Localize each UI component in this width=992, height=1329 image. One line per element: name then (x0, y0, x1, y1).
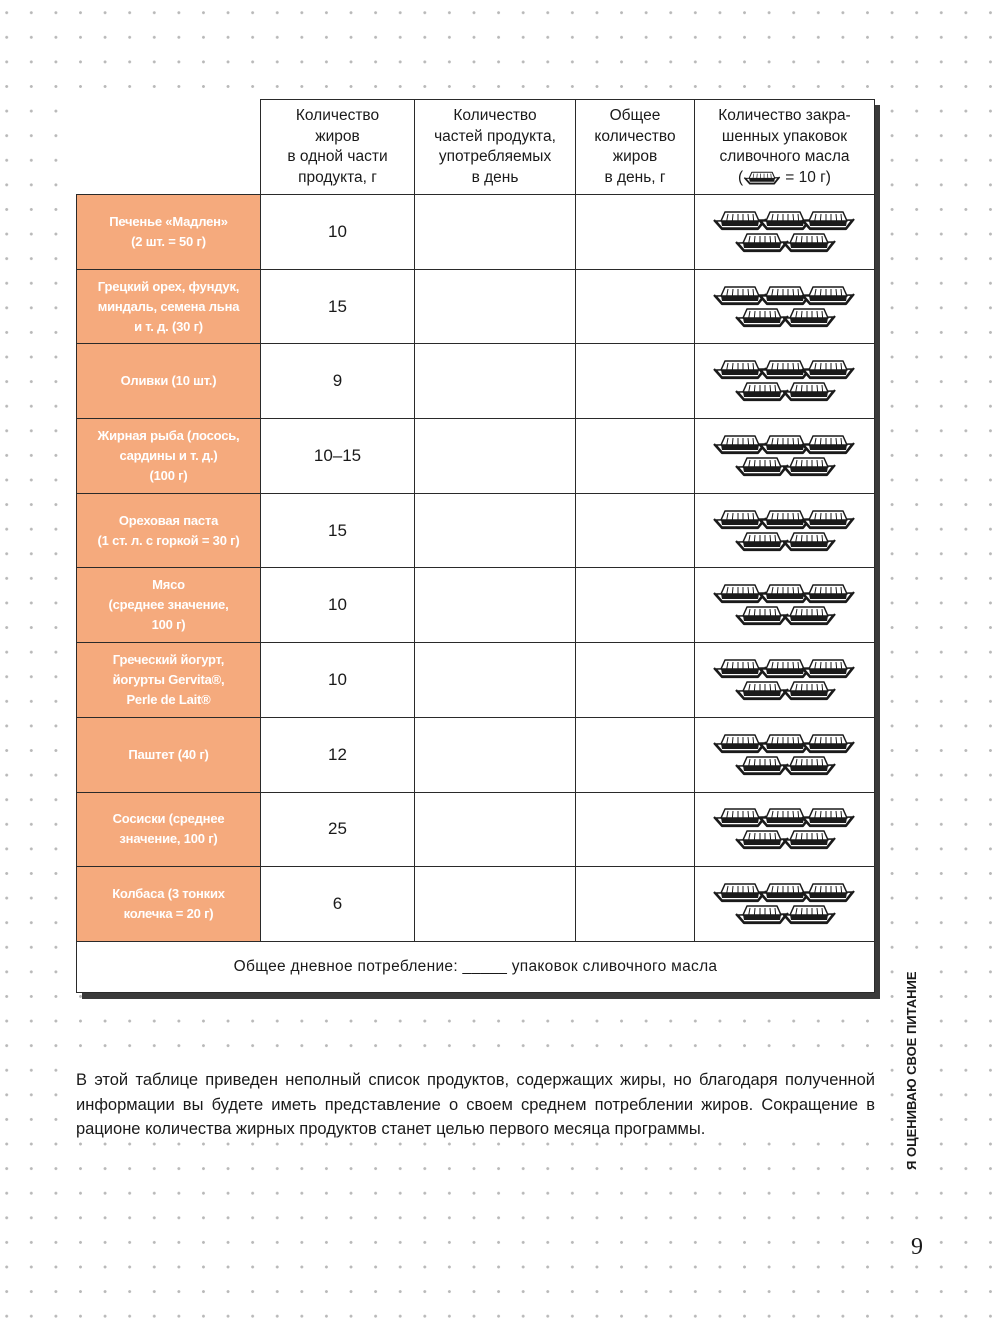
fat-per-portion-cell: 10 (261, 568, 415, 643)
fat-per-portion-cell: 6 (261, 867, 415, 942)
header-line: жиров (315, 127, 360, 145)
butter-packs-group (712, 878, 858, 930)
product-name-line: Оливки (10 шт.) (120, 373, 217, 389)
butter-pack-icon[interactable] (714, 735, 766, 752)
fat-per-portion-cell: 10–15 (261, 419, 415, 494)
product-name-line: сардины и т. д.) (119, 447, 218, 463)
butter-packs-group (712, 430, 858, 482)
product-name-cell (77, 867, 261, 942)
portions-per-day-cell[interactable] (415, 643, 576, 718)
butter-pack-icon[interactable] (714, 585, 766, 602)
product-name-line: 100 г) (151, 617, 186, 633)
product-name-cell (77, 269, 261, 344)
header-line: Количество (453, 107, 537, 124)
header-line: Количество (295, 107, 380, 124)
portions-per-day-cell[interactable] (415, 792, 576, 867)
product-name-line: (2 шт. = 50 г) (131, 233, 206, 249)
table-row (77, 643, 875, 718)
butter-packs-group (712, 579, 858, 631)
legend-value: = 10 г) (785, 168, 831, 186)
total-fat-cell[interactable] (576, 344, 695, 419)
total-daily-intake: Общее дневное потребление: _____ упаковок сливочного масла (77, 942, 875, 993)
portions-per-day-cell[interactable] (415, 344, 576, 419)
table-row (77, 195, 875, 270)
total-fat-cell[interactable] (576, 419, 695, 494)
butter-packs-cell (695, 493, 875, 568)
product-name-line: Perle de Lait® (126, 691, 211, 707)
butter-pack-icon[interactable] (802, 361, 854, 378)
butter-packs-group (712, 355, 858, 407)
header-line: частей продукта, (434, 127, 556, 145)
butter-packs-cell (695, 568, 875, 643)
product-name-line: Колбаса (3 тонких (112, 886, 225, 902)
section-side-label: Я ОЦЕНИВАЮ СВОЕ ПИТАНИЕ (904, 971, 919, 1170)
product-name-line: (100 г) (149, 467, 188, 483)
butter-pack-icon[interactable] (736, 831, 788, 848)
butter-pack-icon[interactable] (736, 458, 788, 475)
butter-pack-icon (743, 168, 781, 186)
butter-packs-group (712, 206, 858, 258)
header-line: количество (594, 127, 676, 145)
page-number: 9 (911, 1234, 923, 1260)
total-fat-cell[interactable] (576, 568, 695, 643)
table-row (77, 419, 875, 494)
product-name-cell (77, 717, 261, 792)
butter-packs-group (712, 281, 858, 333)
butter-pack-icon[interactable] (714, 436, 766, 453)
portions-per-day-cell[interactable] (415, 867, 576, 942)
butter-pack-icon[interactable] (714, 212, 766, 229)
header-line: Количество закра- (718, 107, 851, 124)
butter-pack-icon[interactable] (736, 234, 788, 251)
table-row (77, 344, 875, 419)
fat-per-portion-cell: 12 (261, 717, 415, 792)
total-fat-cell[interactable] (576, 792, 695, 867)
butter-packs-group (712, 803, 858, 855)
product-name-line: (1 ст. л. с горкой = 30 г) (97, 532, 240, 548)
butter-pack-icon[interactable] (714, 660, 766, 677)
portions-per-day-cell[interactable] (415, 269, 576, 344)
butter-packs-group (712, 654, 858, 706)
butter-pack-icon[interactable] (802, 436, 854, 453)
product-name-line: Печенье «Мадлен» (109, 213, 228, 229)
butter-pack-icon[interactable] (714, 361, 766, 378)
butter-pack-icon[interactable] (802, 735, 854, 752)
product-name-cell (77, 419, 261, 494)
butter-pack-icon[interactable] (736, 682, 788, 699)
butter-pack-icon[interactable] (783, 533, 835, 550)
product-name-line: миндаль, семена льна (97, 298, 240, 314)
butter-packs-cell (695, 344, 875, 419)
header-line: в день, г (604, 168, 666, 186)
header-fat-per-portion (261, 100, 415, 195)
table-row (77, 867, 875, 942)
butter-pack-icon[interactable] (783, 906, 835, 923)
table-row (77, 269, 875, 344)
product-name-cell (77, 643, 261, 718)
explanation-paragraph: В этой таблице приведен неполный список продуктов, содержащих жиры, но благодаря полученной информации вы будете иметь представление о своем среднем потреблении жиров. Сокращение в рационе количества жирных продуктов станет целью первого месяца программы. (76, 1068, 875, 1142)
butter-packs-cell (695, 643, 875, 718)
product-name-line: колечка = 20 г) (123, 906, 214, 922)
butter-pack-icon[interactable] (783, 234, 835, 251)
fat-per-portion-cell: 10 (261, 195, 415, 270)
butter-pack-icon[interactable] (802, 511, 854, 528)
product-name-line: Греческий йогурт, (112, 651, 225, 667)
butter-pack-icon[interactable] (783, 458, 835, 475)
header-portions-per-day (415, 100, 576, 195)
butter-pack-icon[interactable] (802, 585, 854, 602)
portions-per-day-cell[interactable] (415, 568, 576, 643)
header-line: жиров (612, 148, 658, 165)
butter-pack-icon[interactable] (802, 287, 854, 304)
product-name-cell (77, 195, 261, 270)
table-row (77, 568, 875, 643)
butter-packs-cell (695, 717, 875, 792)
fat-per-portion-cell: 25 (261, 792, 415, 867)
table-row (77, 792, 875, 867)
product-name-line: Сосиски (среднее (112, 811, 225, 827)
butter-pack-icon[interactable] (736, 383, 788, 400)
header-line: употребляемых (438, 148, 552, 165)
header-total-per-day (576, 100, 695, 195)
butter-pack-icon[interactable] (802, 212, 854, 229)
table-row (77, 717, 875, 792)
butter-packs-cell (695, 419, 875, 494)
portions-per-day-cell[interactable] (415, 493, 576, 568)
butter-packs-group (712, 505, 858, 557)
product-name-cell (77, 792, 261, 867)
product-name-cell (77, 493, 261, 568)
butter-pack-icon[interactable] (736, 533, 788, 550)
butter-pack-icon[interactable] (736, 309, 788, 326)
butter-pack-icon[interactable] (736, 607, 788, 624)
butter-pack-icon[interactable] (783, 383, 835, 400)
total-fat-cell[interactable] (576, 643, 695, 718)
product-name-line: и т. д. (30 г) (134, 318, 203, 334)
butter-pack-icon[interactable] (783, 607, 835, 624)
total-fat-cell[interactable] (576, 195, 695, 270)
butter-pack-icon[interactable] (736, 757, 788, 774)
butter-packs-cell (695, 269, 875, 344)
butter-packs-cell (695, 792, 875, 867)
fat-per-portion-cell: 9 (261, 344, 415, 419)
product-name-line: значение, 100 г) (119, 831, 218, 847)
butter-packs-group (712, 729, 858, 781)
product-name-line: Мясо (152, 577, 185, 593)
portions-per-day-cell[interactable] (415, 195, 576, 270)
header-corner (77, 100, 261, 195)
total-fat-cell[interactable] (576, 493, 695, 568)
product-name-line: йогурты Gervita®, (112, 671, 225, 687)
butter-pack-icon[interactable] (714, 809, 766, 826)
header-line: продукта, г (298, 168, 377, 186)
total-fat-cell[interactable] (576, 717, 695, 792)
product-name-cell (77, 344, 261, 419)
total-fat-cell[interactable] (576, 269, 695, 344)
butter-pack-icon[interactable] (802, 660, 854, 677)
fat-per-portion-cell: 10 (261, 643, 415, 718)
fat-intake-table-wrap (76, 99, 874, 993)
header-line: сливочного масла (719, 148, 850, 165)
butter-pack-icon[interactable] (714, 511, 766, 528)
butter-legend (695, 168, 874, 189)
butter-pack-icon[interactable] (783, 682, 835, 699)
legend-paren: ( (738, 168, 744, 186)
butter-pack-icon[interactable] (783, 757, 835, 774)
butter-pack-icon[interactable] (783, 831, 835, 848)
butter-pack-icon[interactable] (736, 906, 788, 923)
table-body (77, 195, 875, 942)
butter-pack-icon[interactable] (714, 884, 766, 901)
product-name-line: (среднее значение, (108, 597, 229, 613)
product-name-line: Паштет (40 г) (128, 746, 209, 762)
total-fat-cell[interactable] (576, 867, 695, 942)
product-name-line: Грецкий орех, фундук, (97, 278, 240, 294)
butter-pack-icon[interactable] (714, 287, 766, 304)
table-row (77, 493, 875, 568)
fat-intake-table (76, 99, 875, 993)
butter-pack-icon[interactable] (802, 884, 854, 901)
header-butter-packs (695, 100, 875, 195)
butter-pack-icon[interactable] (783, 309, 835, 326)
butter-packs-cell (695, 195, 875, 270)
portions-per-day-cell[interactable] (415, 419, 576, 494)
butter-pack-icon[interactable] (802, 809, 854, 826)
fat-per-portion-cell: 15 (261, 269, 415, 344)
fat-per-portion-cell: 15 (261, 493, 415, 568)
product-name-line: Жирная рыба (лосось, (97, 427, 240, 443)
header-line: в одной части (287, 148, 388, 165)
header-line: шенных упаковок (721, 127, 848, 145)
butter-packs-cell (695, 867, 875, 942)
header-line: Общее (609, 107, 661, 124)
portions-per-day-cell[interactable] (415, 717, 576, 792)
product-name-cell (77, 568, 261, 643)
header-line: в день (471, 168, 519, 186)
product-name-line: Ореховая паста (118, 512, 219, 528)
